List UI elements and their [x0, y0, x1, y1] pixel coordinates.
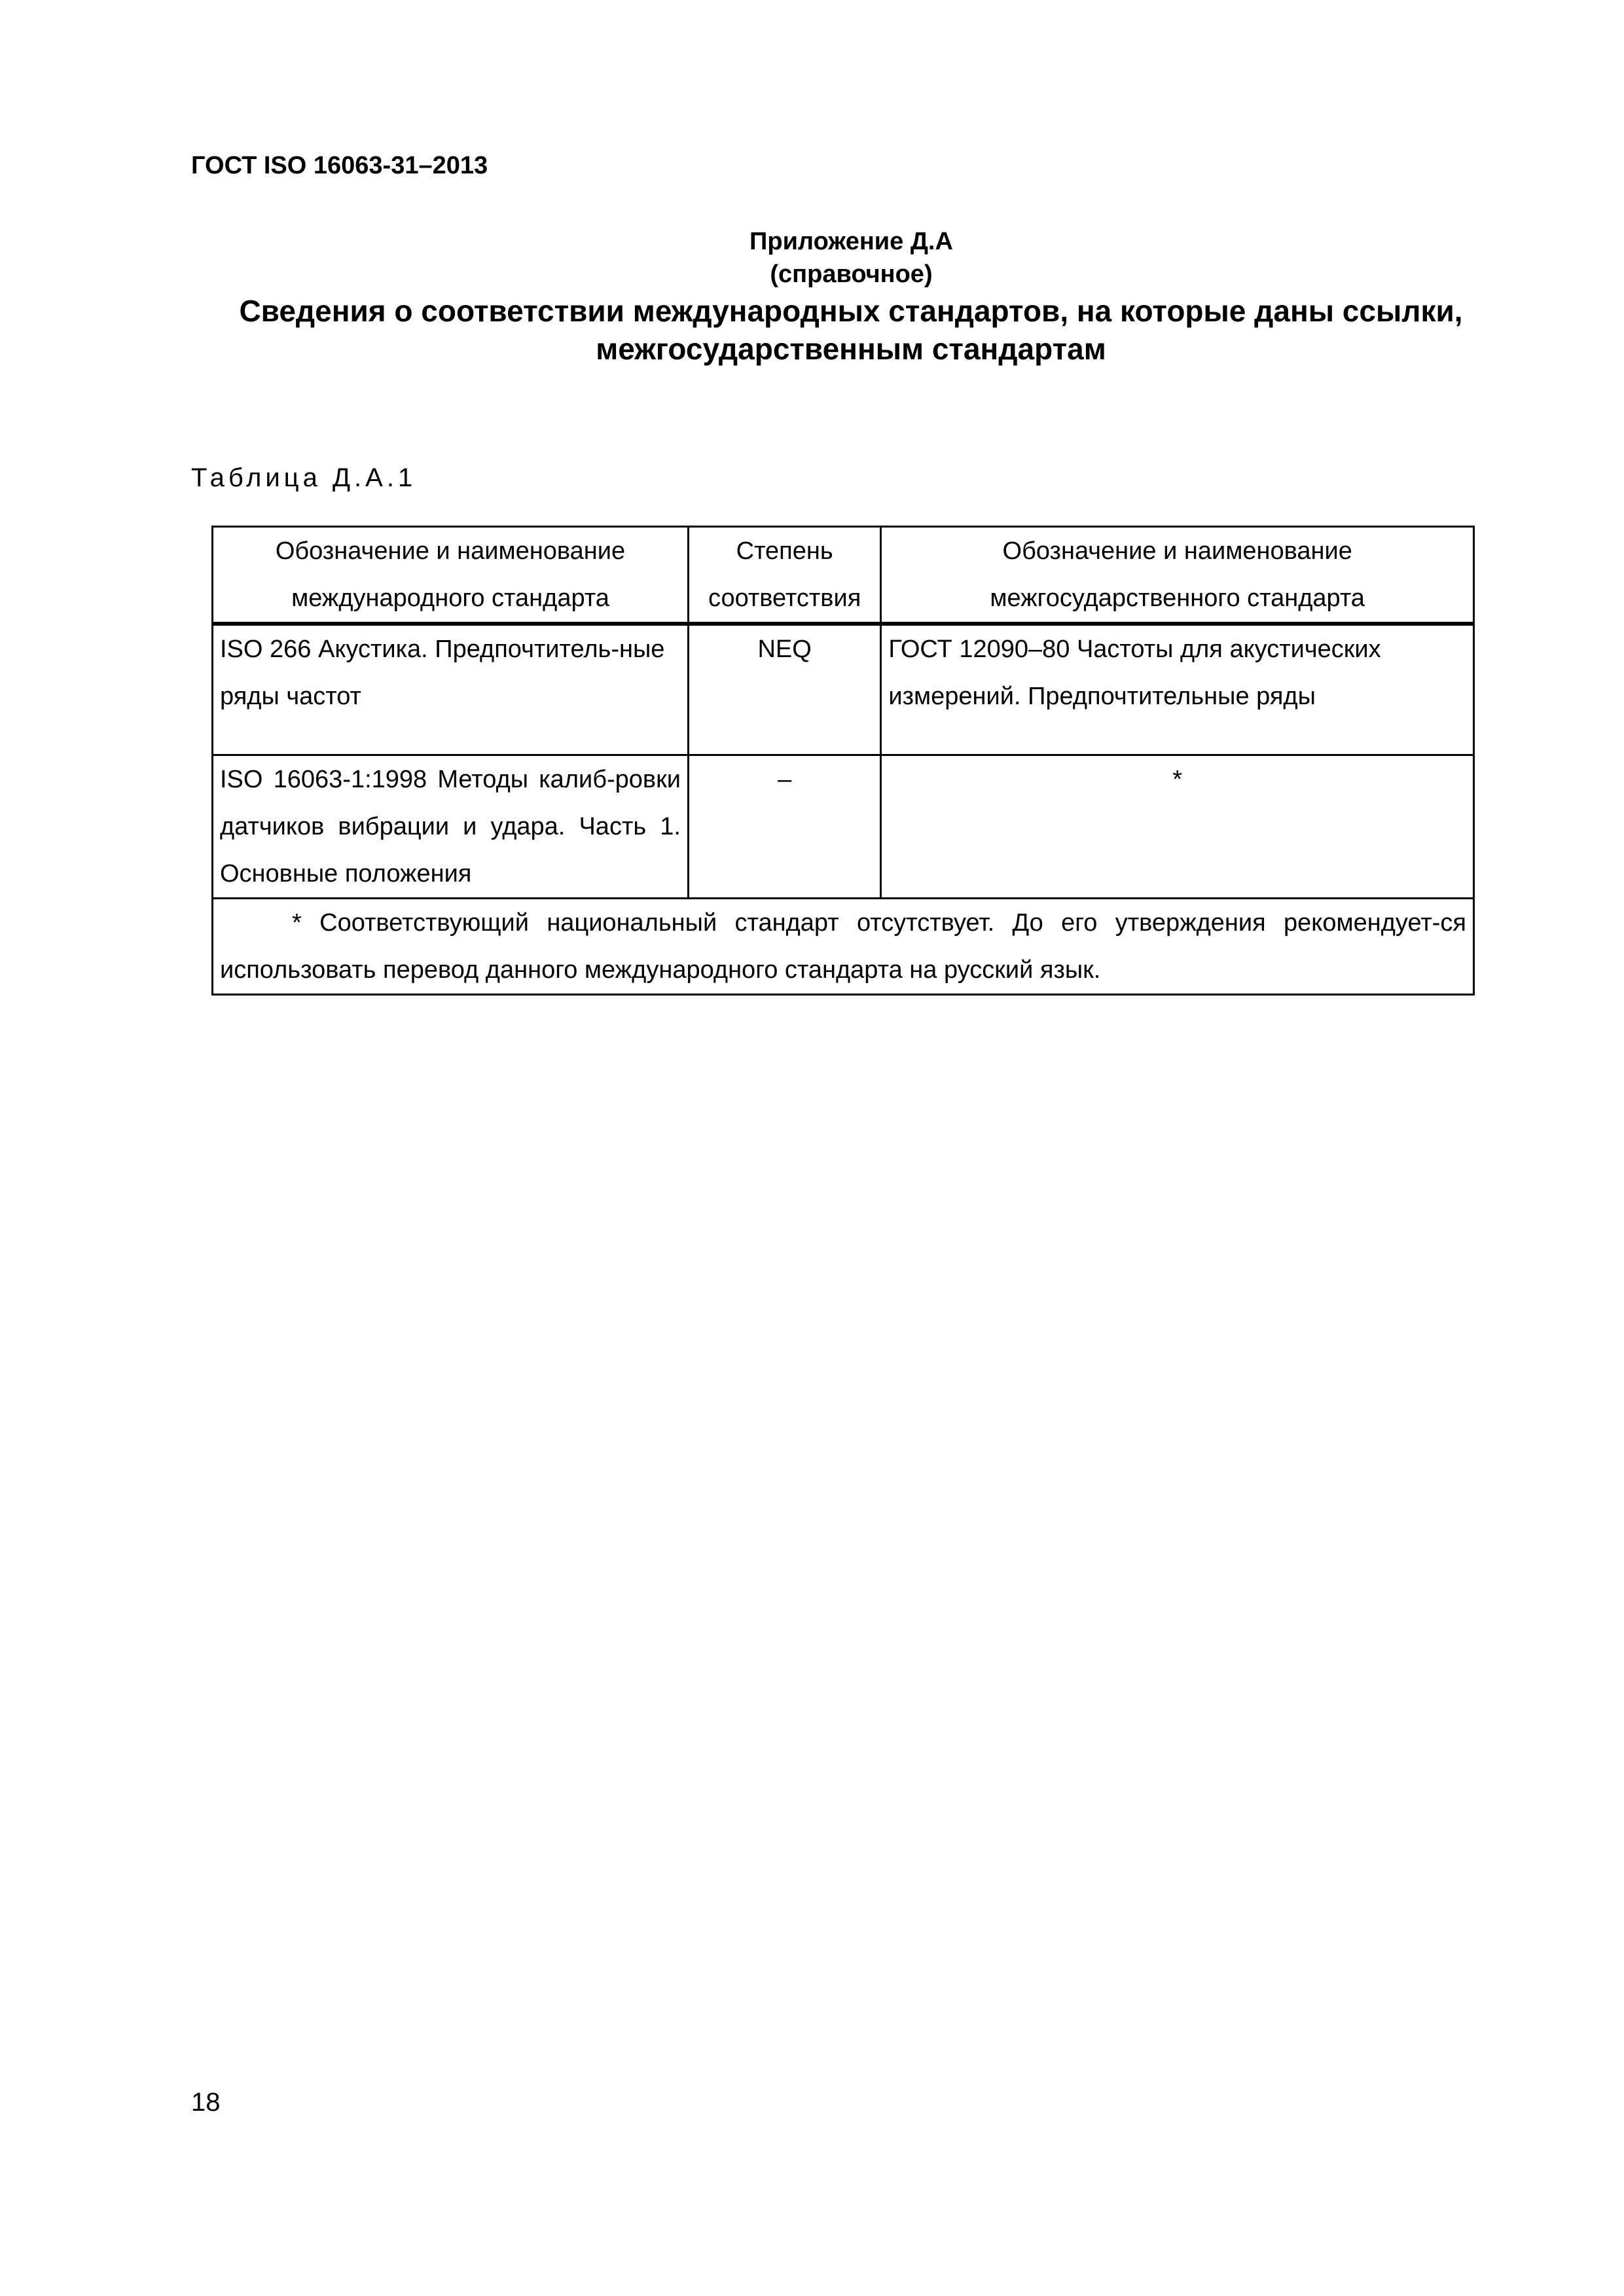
table-footnote-row [213, 899, 1474, 995]
standard-code: ГОСТ ISO 16063-31–2013 [191, 152, 488, 179]
cell-interstate-standard: * [881, 755, 1474, 899]
header-international-standard: Обозначение и наименование международного стандарта [213, 527, 689, 624]
cell-international-standard: ISO 16063-1:1998 Методы калиб-ровки датчиков вибрации и удара. Часть 1. Основные положения [213, 755, 689, 899]
header-degree-of-correspondence: Степень соответствия [688, 527, 880, 624]
appendix-heading: Сведения о соответствии международных стандартов, на которые даны ссылки, межгосударственным стандартам [239, 294, 1463, 366]
table-header-row [213, 527, 1474, 624]
cell-degree: NEQ [688, 624, 880, 755]
cell-degree: – [688, 755, 880, 899]
table-row [213, 755, 1474, 899]
cell-international-standard: ISO 266 Акустика. Предпочтитель-ные ряды частот [213, 624, 689, 755]
page-number: 18 [191, 2088, 221, 2117]
table-footnote: * Соответствующий национальный стандарт отсутствует. До его утверждения рекомендует-ся использовать перевод данного международного стандарта на русский язык. [213, 899, 1474, 995]
appendix-note: (справочное) [770, 260, 933, 288]
appendix-title: Приложение Д.А [749, 228, 953, 255]
table-row [213, 624, 1474, 755]
correspondence-table [211, 526, 1475, 996]
header-interstate-standard: Обозначение и наименование межгосударственного стандарта [881, 527, 1474, 624]
table-label: Таблица Д.А.1 [191, 463, 417, 492]
cell-interstate-standard: ГОСТ 12090–80 Частоты для акустических измерений. Предпочтительные ряды [881, 624, 1474, 755]
